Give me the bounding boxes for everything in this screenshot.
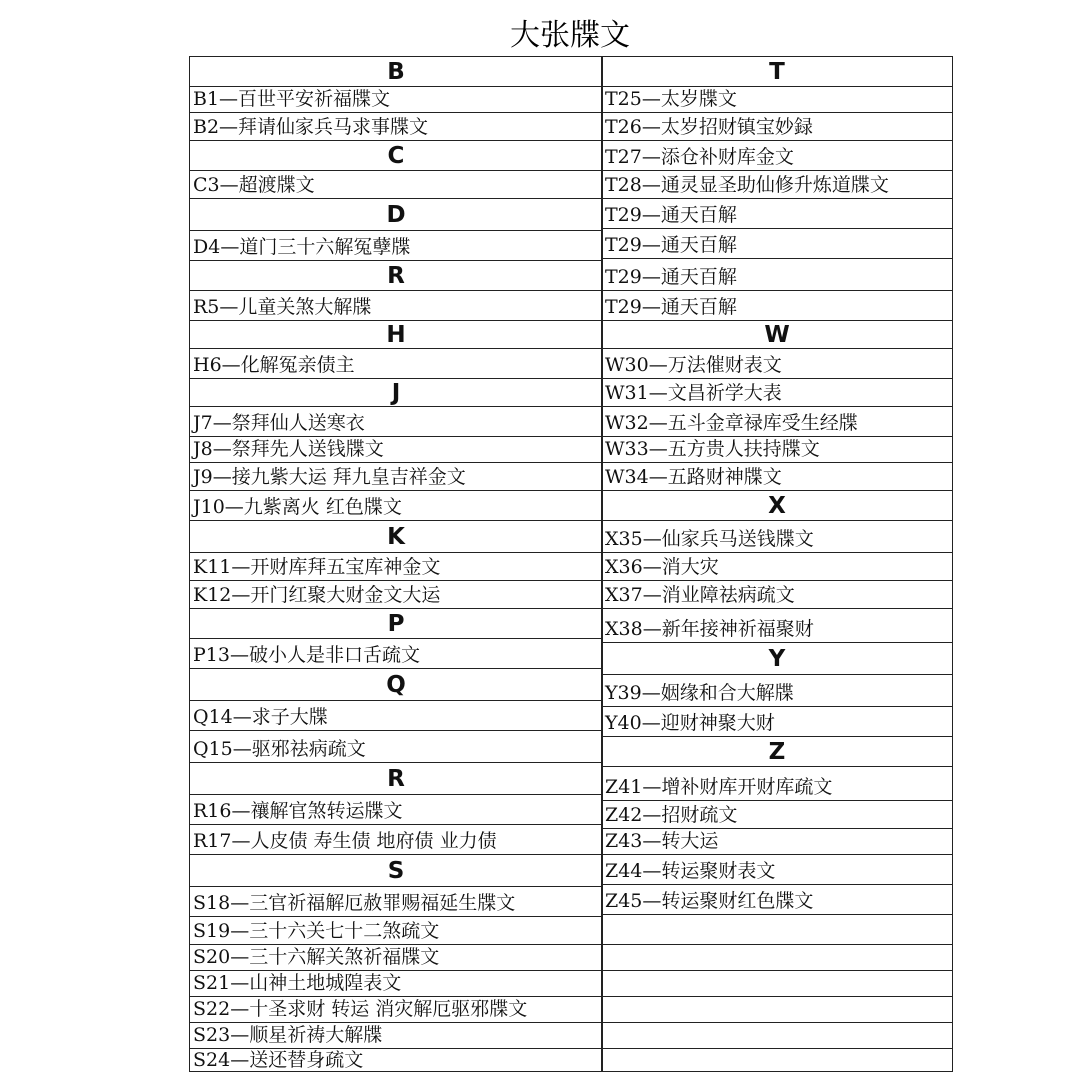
left-entry-row: Q14—求子大牒	[190, 701, 602, 731]
left-entry-row: J9—接九紫大运 拜九皇吉祥金文	[190, 463, 602, 491]
left-section-header: S	[190, 855, 602, 887]
right-empty-row	[602, 997, 952, 1023]
right-entry-row: T29—通天百解	[602, 199, 952, 229]
left-entry-row: R17—人皮债 寿生债 地府债 业力债	[190, 825, 602, 855]
left-entry-row: J10—九紫离火 红色牒文	[190, 491, 602, 521]
left-section-header: R	[190, 763, 602, 795]
left-entry-row: S20—三十六解关煞祈福牒文	[190, 945, 602, 971]
left-entry-row: R16—禳解官煞转运牒文	[190, 795, 602, 825]
right-entry-row: Y40—迎财神聚大财	[602, 707, 952, 737]
right-empty-row	[602, 971, 952, 997]
right-entry-row: T27—添仓补财库金文	[602, 141, 952, 171]
left-entry-row: S18—三官祈福解厄赦罪赐福延生牒文	[190, 887, 602, 917]
right-entry-row: T29—通天百解	[602, 259, 952, 291]
right-entry-row: W31—文昌祈学大表	[602, 379, 952, 407]
right-entry-row: W33—五方贵人扶持牒文	[602, 437, 952, 463]
left-column-table	[189, 56, 603, 1072]
left-entry-row: S22—十圣求财 转运 消灾解厄驱邪牒文	[190, 997, 602, 1023]
right-entry-row: W32—五斗金章禄库受生经牒	[602, 407, 952, 437]
right-entry-row: Z41—增补财库开财库疏文	[602, 767, 952, 801]
left-entry-row: C3—超渡牒文	[190, 171, 602, 199]
left-section-header: H	[190, 321, 602, 349]
left-entry-row: S23—顺星祈祷大解牒	[190, 1023, 602, 1049]
left-entry-row: K12—开门红聚大财金文大运	[190, 581, 602, 609]
right-entry-row: Z44—转运聚财表文	[602, 855, 952, 885]
left-entry-row: H6—化解冤亲债主	[190, 349, 602, 379]
left-entry-row: P13—破小人是非口舌疏文	[190, 639, 602, 669]
left-entry-row: B2—拜请仙家兵马求事牒文	[190, 113, 602, 141]
right-entry-row: X35—仙家兵马送钱牒文	[602, 521, 952, 553]
left-section-header: J	[190, 379, 602, 407]
left-entry-row: J8—祭拜先人送钱牒文	[190, 437, 602, 463]
left-entry-row: S21—山神土地城隍表文	[190, 971, 602, 997]
right-entry-row: X38—新年接神祈福聚财	[602, 609, 952, 643]
right-entry-row: T29—通天百解	[602, 291, 952, 321]
right-entry-row: T29—通天百解	[602, 229, 952, 259]
right-entry-row: Z45—转运聚财红色牒文	[602, 885, 952, 915]
right-entry-row: Z42—招财疏文	[602, 801, 952, 829]
right-entry-row: W34—五路财神牒文	[602, 463, 952, 491]
right-empty-row	[602, 945, 952, 971]
right-column-table	[601, 56, 953, 1072]
left-entry-row: B1—百世平安祈福牒文	[190, 87, 602, 113]
right-section-header: W	[602, 321, 952, 349]
right-entry-row: T26—太岁招财镇宝妙録	[602, 113, 952, 141]
left-entry-row: D4—道门三十六解冤孽牒	[190, 231, 602, 261]
left-section-header: C	[190, 141, 602, 171]
left-section-header: D	[190, 199, 602, 231]
right-section-header: X	[602, 491, 952, 521]
right-entry-row: X37—消业障祛病疏文	[602, 581, 952, 609]
right-section-header: T	[602, 57, 952, 87]
right-entry-row: Y39—姻缘和合大解牒	[602, 675, 952, 707]
right-entry-row: X36—消大灾	[602, 553, 952, 581]
right-empty-row	[602, 1023, 952, 1049]
left-section-header: B	[190, 57, 602, 87]
right-entry-row: T25—太岁牒文	[602, 87, 952, 113]
left-section-header: R	[190, 261, 602, 291]
left-section-header: P	[190, 609, 602, 639]
right-entry-row: Z43—转大运	[602, 829, 952, 855]
left-entry-row: Q15—驱邪祛病疏文	[190, 731, 602, 763]
right-empty-row	[602, 915, 952, 945]
right-section-header: Z	[602, 737, 952, 767]
right-empty-row	[602, 1049, 952, 1073]
left-entry-row: K11—开财库拜五宝库神金文	[190, 553, 602, 581]
left-entry-row: S19—三十六关七十二煞疏文	[190, 917, 602, 945]
left-entry-row: S24—送还替身疏文	[193, 1049, 364, 1071]
left-section-header: Q	[190, 669, 602, 701]
page-title: 大张牒文	[510, 18, 630, 53]
right-entry-row: T28—通灵显圣助仙修升炼道牒文	[602, 171, 952, 199]
left-section-header: K	[190, 521, 602, 553]
left-entry-row: R5—儿童关煞大解牒	[190, 291, 602, 321]
right-section-header: Y	[602, 643, 952, 675]
left-entry-row: J7—祭拜仙人送寒衣	[190, 407, 602, 437]
right-entry-row: W30—万法催财表文	[602, 349, 952, 379]
